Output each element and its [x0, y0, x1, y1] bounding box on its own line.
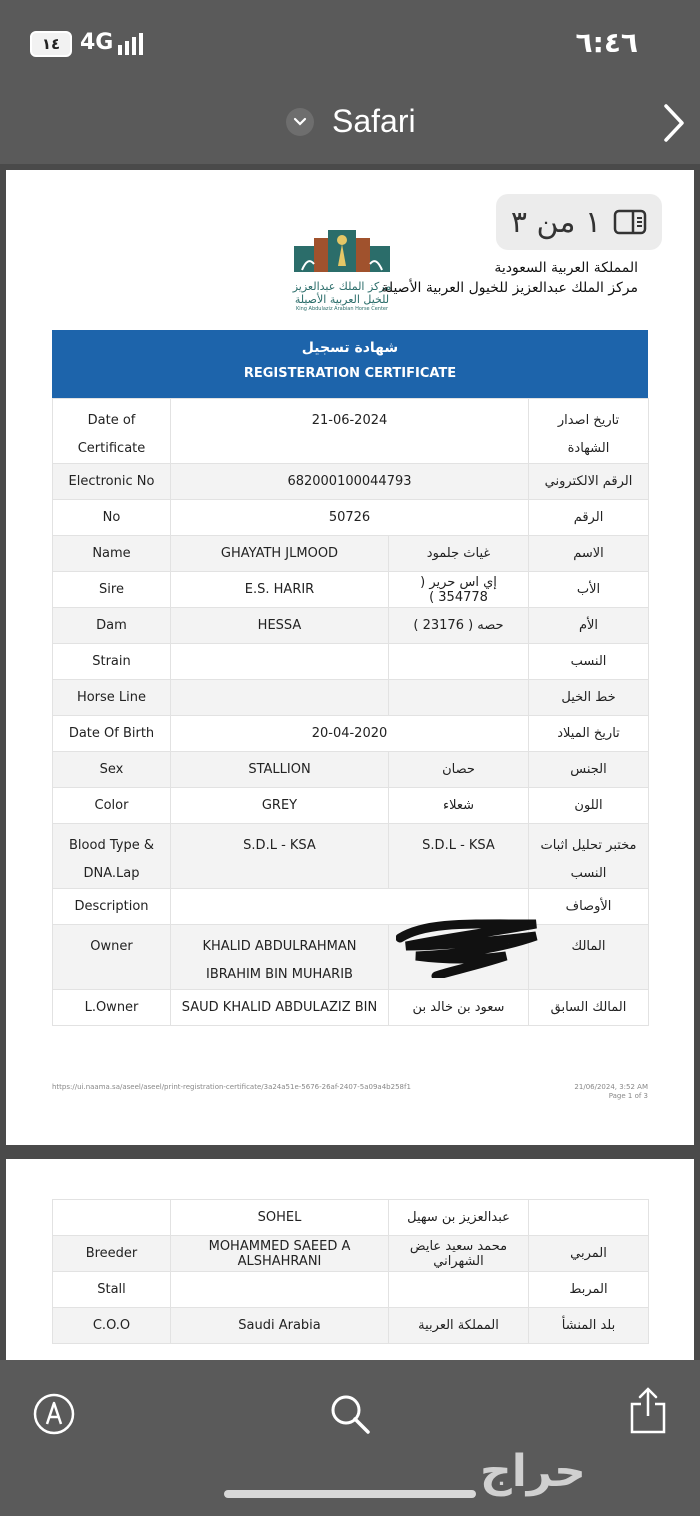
cell-ar: المالك: [529, 925, 649, 990]
cell-val: SOHEL: [171, 1200, 389, 1236]
table-row: [53, 925, 649, 990]
cell-ar: المربط: [529, 1272, 649, 1308]
footer-date: [574, 1083, 648, 1101]
home-indicator[interactable]: [224, 1490, 476, 1498]
cell-val: MOHAMMED SAEED A ALSHAHRANI: [171, 1236, 389, 1272]
cell-ar: اللون: [529, 788, 649, 824]
cell-en: Sex: [53, 752, 171, 788]
cell-en: Stall: [53, 1272, 171, 1308]
cell-ar: تاريخ الميلاد: [529, 716, 649, 752]
table-row: [53, 536, 649, 572]
footer-page-number: Page 1 of 3: [608, 1092, 648, 1100]
cell-en: Electronic No: [53, 464, 171, 500]
cell-ar: الرقم: [529, 500, 649, 536]
cell-ar: مختبر تحليل اثبات النسب: [529, 824, 649, 889]
cell-ar: الاسم: [529, 536, 649, 572]
network-type: 4G: [80, 30, 114, 55]
table-row: [53, 752, 649, 788]
clock: ٦:٤٦: [575, 26, 638, 59]
cell-val: [171, 1272, 389, 1308]
cell-ar: الجنس: [529, 752, 649, 788]
org-line-1: المملكة العربية السعودية: [494, 260, 638, 276]
cell-ar: بلد المنشأ: [529, 1308, 649, 1344]
table-row: [53, 500, 649, 536]
center-logo: [292, 226, 392, 312]
cell-val: 682000100044793: [171, 464, 529, 500]
cell-val: 20-04-2020: [171, 716, 529, 752]
table-row: [53, 1308, 649, 1344]
cell-ar_val: محمد سعيد عايض الشهراني: [389, 1236, 529, 1272]
footer-url: https://ui.naama.sa/aseel/aseel/print-registration-certificate/3a24a51e-5676-26af-2407-5a09a4b258f1: [52, 1083, 411, 1091]
cell-ar: المربي: [529, 1236, 649, 1272]
cell-en: Date of Certificate: [53, 399, 171, 464]
cell-ar_val: غياث جلمود: [389, 536, 529, 572]
cell-ar_val: حصه ( 23176 ): [389, 608, 529, 644]
table-row: [53, 788, 649, 824]
cell-val: KHALID ABDULRAHMAN IBRAHIM BIN MUHARIB: [171, 925, 389, 990]
cell-val: GREY: [171, 788, 389, 824]
organization-name: [381, 258, 638, 298]
table-row: [53, 399, 649, 464]
cell-val: STALLION: [171, 752, 389, 788]
cell-val: [171, 680, 389, 716]
cell-val: SAUD KHALID ABDULAZIZ BIN: [171, 990, 389, 1026]
table-row: [53, 608, 649, 644]
cell-ar_val: شعلاء: [389, 788, 529, 824]
navigation-bar: [0, 88, 700, 164]
logo-text-ar: مركز الملك عبدالعزيز للخيل العربية الأصيلة: [292, 280, 392, 306]
cell-en: Date Of Birth: [53, 716, 171, 752]
cell-en: C.O.O: [53, 1308, 171, 1344]
forward-button[interactable]: [662, 102, 686, 148]
cell-ar: خط الخيل: [529, 680, 649, 716]
status-bar: [0, 0, 700, 88]
signal-icon: [118, 33, 146, 55]
table-row: [53, 1236, 649, 1272]
redaction-scribble: [396, 916, 546, 982]
cell-ar: الرقم الالكتروني: [529, 464, 649, 500]
cell-ar_val: سعود بن خالد بن: [389, 990, 529, 1026]
cell-en: Horse Line: [53, 680, 171, 716]
app-title: Safari: [332, 103, 416, 139]
share-button[interactable]: [628, 1386, 668, 1440]
share-icon: [628, 1386, 668, 1436]
cell-ar: الأب: [529, 572, 649, 608]
logo-text-en: King Abdulaziz Arabian Horse Center: [295, 306, 389, 312]
cell-ar: الأوصاف: [529, 889, 649, 925]
page-indicator[interactable]: [496, 194, 662, 250]
pdf-viewer[interactable]: [0, 164, 700, 1360]
cell-en: Strain: [53, 644, 171, 680]
cell-val: GHAYATH JLMOOD: [171, 536, 389, 572]
cell-ar_val: عبدالعزيز بن سهيل: [389, 1200, 529, 1236]
table-row: [53, 1272, 649, 1308]
table-row: [53, 680, 649, 716]
cell-ar_val: [389, 680, 529, 716]
cell-en: Description: [53, 889, 171, 925]
cell-en: No: [53, 500, 171, 536]
table-row: [53, 572, 649, 608]
table-row: [53, 824, 649, 889]
cell-ar: النسب: [529, 644, 649, 680]
search-button[interactable]: [328, 1392, 372, 1440]
cell-ar_val: حصان: [389, 752, 529, 788]
markup-icon: [32, 1392, 76, 1436]
chevron-down-icon[interactable]: [286, 108, 314, 136]
cell-ar_val: [389, 1272, 529, 1308]
cell-en: Dam: [53, 608, 171, 644]
org-line-2: مركز الملك عبدالعزيز للخيول العربية الأصيلة: [381, 280, 638, 296]
cell-val: [171, 644, 389, 680]
cell-en: Name: [53, 536, 171, 572]
cell-ar: تاريخ اصدار الشهادة: [529, 399, 649, 464]
certificate-table: [52, 398, 649, 1026]
certificate-table-continued: [52, 1199, 649, 1344]
table-row: [53, 644, 649, 680]
markup-button[interactable]: [32, 1392, 76, 1440]
page-indicator-text: ١ من ٣: [510, 204, 602, 240]
cell-val: 50726: [171, 500, 529, 536]
cell-ar_val: المملكة العربية: [389, 1308, 529, 1344]
cell-ar_val: S.D.L - KSA: [389, 824, 529, 889]
cell-ar_val: [389, 644, 529, 680]
cell-en: L.Owner: [53, 990, 171, 1026]
table-row: [53, 889, 649, 925]
cell-val: E.S. HARIR: [171, 572, 389, 608]
cell-en: Breeder: [53, 1236, 171, 1272]
haraj-watermark: حراج: [480, 1446, 586, 1497]
app-switcher[interactable]: [286, 103, 416, 140]
cell-val: HESSA: [171, 608, 389, 644]
footer-datetime: 21/06/2024, 3:52 AM: [574, 1083, 648, 1091]
chevron-right-icon: [662, 102, 686, 144]
table-row: [53, 1200, 649, 1236]
cell-ar: [529, 1200, 649, 1236]
cell-val: Saudi Arabia: [171, 1308, 389, 1344]
cell-ar: الأم: [529, 608, 649, 644]
cell-en: [53, 1200, 171, 1236]
cell-ar_val: إي اس حرير ( 354778 ): [389, 572, 529, 608]
cell-ar: المالك السابق: [529, 990, 649, 1026]
cell-val: 21-06-2024: [171, 399, 529, 464]
table-row: [53, 464, 649, 500]
battery-indicator: ١٤: [30, 31, 72, 57]
cell-en: Sire: [53, 572, 171, 608]
cell-val: S.D.L - KSA: [171, 824, 389, 889]
table-row: [53, 990, 649, 1026]
horse-logo-icon: [292, 226, 392, 276]
certificate-title-banner: [52, 330, 648, 398]
pdf-page-1: [6, 170, 694, 1145]
title-ar: شهادة تسجيل: [301, 340, 399, 356]
sidebar-icon: [613, 209, 647, 235]
cell-en: Blood Type & DNA.Lap: [53, 824, 171, 889]
title-en: REGISTERATION CERTIFICATE: [243, 366, 457, 381]
cell-en: Color: [53, 788, 171, 824]
table-row: [53, 716, 649, 752]
pdf-page-2: [6, 1159, 694, 1360]
search-icon: [328, 1392, 372, 1436]
cell-en: Owner: [53, 925, 171, 990]
